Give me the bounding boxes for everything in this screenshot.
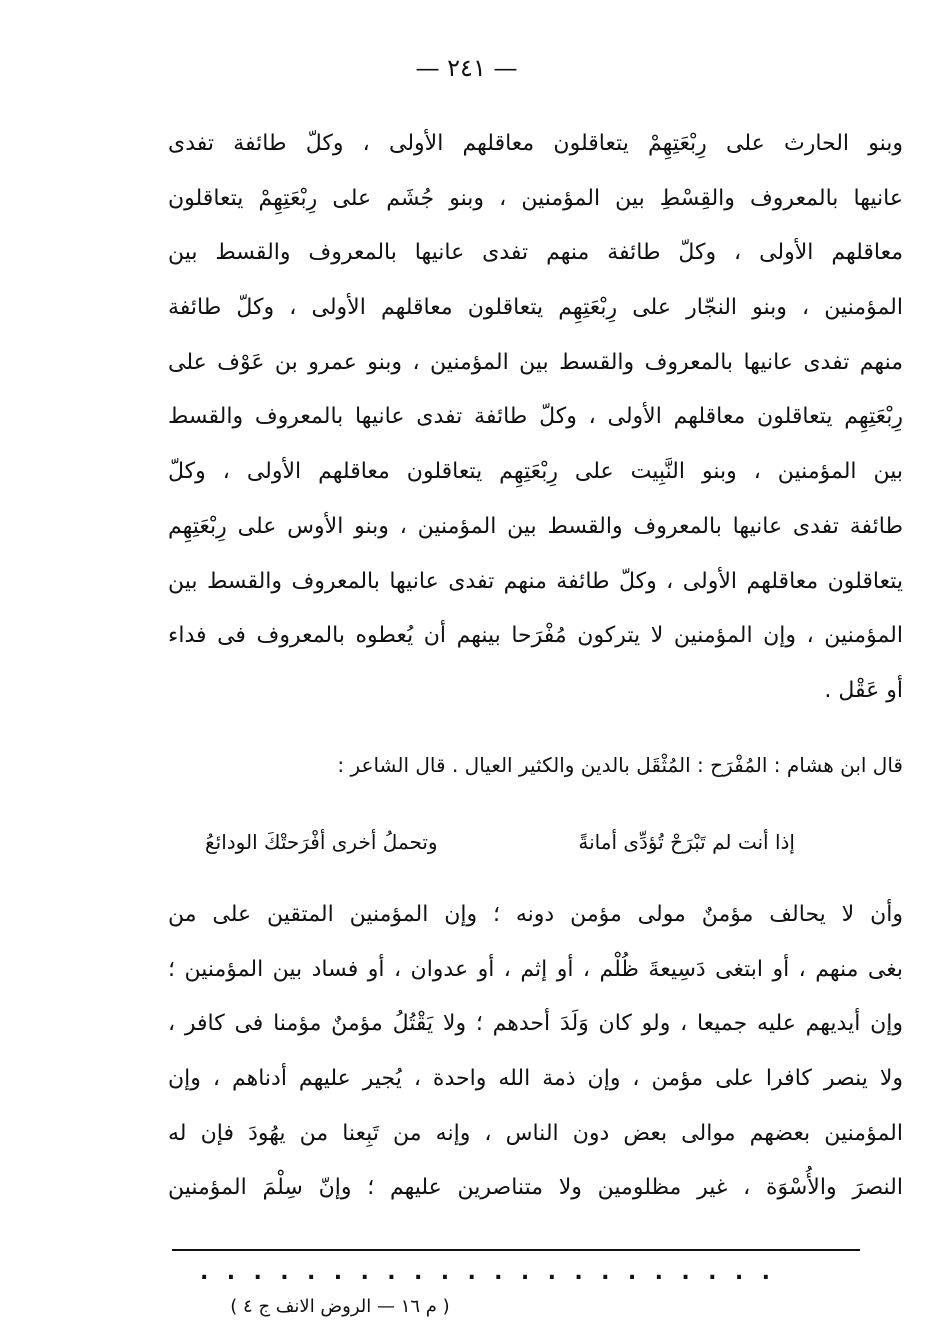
text-line: المؤمنين بعضهم موالى بعض دون الناس ، وإنه من تَبِعنا من يهُودَ فإن له — [168, 1120, 903, 1146]
text-line: النصرَ والأُسْوَة ، غير مظلومين ولا متناصرين عليهم ؛ وإنّ سِلْمَ المؤمنين — [168, 1175, 903, 1201]
text-line: أو عَقْل . — [824, 677, 903, 703]
text-line: بغى منهم ، أو ابتغى دَسِيعةَ ظُلْم ، أو إثم ، أو عدوان ، أو فساد بين المؤمنين ؛ — [168, 956, 903, 982]
text-line: وأن لا يحالف مؤمنٌ مولى مؤمن دونه ؛ وإن المؤمنين المتقين على من — [168, 902, 903, 927]
text-line: المؤمنين ، وبنو النجّار على رِبْعَتِهِم يتعاقلون معاقلهم الأولى ، وكلّ طائفة — [168, 295, 903, 321]
verse-first-hemistich: إذا أنت لم تَبْرَحْ تُؤدِّى أمانةً — [578, 830, 795, 854]
text-line: وبنو الحارث على رِبْعَتِهِمْ يتعاقلون معاقلهم الأولى ، وكلّ طائفة تفدى — [168, 131, 903, 156]
text-line: عانيها بالمعروف والقِسْطِ بين المؤمنين ، وبنو جُشَم على رِبْعَتِهِمْ يتعاقلون — [168, 185, 903, 211]
printer-signature: ( م ١٦ — الروض الانف ج ٤ ) — [230, 1296, 450, 1317]
paragraph-1 — [168, 117, 903, 719]
text-line: طائفة تفدى عانيها بالمعروف والقسط بين المؤمنين ، وبنو الأوس على رِبْعَتِهِم — [168, 513, 903, 539]
quote-intro: قال ابن هشام : المُفْرَح : المُثْقَل بالدين والكثير العيال . قال الشاعر : — [337, 753, 903, 777]
text-line: المؤمنين ، وإن المؤمنين لا يتركون مُفْرَحا بينهم أن يُعطوه بالمعروف فى فداء — [168, 623, 903, 649]
dotted-leader: . . . . . . . . . . . . . . . . . . . . . . — [200, 1260, 770, 1285]
verse-second-hemistich: وتحملُ أخرى أفْرَحتْكَ الودائعُ — [205, 830, 438, 854]
paragraph-2 — [168, 888, 903, 1216]
text-line: يتعاقلون معاقلهم الأولى ، وكلّ طائفة منهم تفدى عانيها بالمعروف والقسط بين — [168, 568, 903, 594]
poetry-verse — [205, 820, 795, 864]
text-line: رِبْعَتِهِم يتعاقلون معاقلهم الأولى ، وكلّ طائفة تفدى عانيها بالمعروف والقسط — [168, 404, 903, 430]
text-line: ولا ينصر كافرا على مؤمن ، وإن ذمة الله واحدة ، يُجير عليهم أدناهم ، وإن — [168, 1066, 903, 1092]
page-number: — ٢٤١ — — [415, 54, 518, 82]
text-line: منهم تفدى عانيها بالمعروف والقسط بين المؤمنين ، وبنو عمرو بن عَوْف على — [168, 349, 903, 375]
text-line: بين المؤمنين ، وبنو النَّبِيت على رِبْعَتِهِم يتعاقلون معاقلهم الأولى ، وكلّ — [168, 459, 903, 485]
text-line: معاقلهم الأولى ، وكلّ طائفة منهم تفدى عانيها بالمعروف والقسط بين — [168, 240, 903, 266]
footer-divider — [172, 1249, 860, 1251]
text-line: وإن أيديهم عليه جميعا ، ولو كان وَلَدَ أحدهم ؛ ولا يَقْتُلُ مؤمنٌ مؤمنا فى كافر ، — [168, 1011, 903, 1037]
